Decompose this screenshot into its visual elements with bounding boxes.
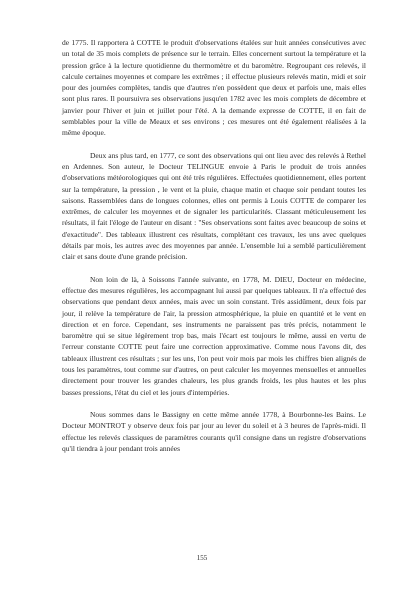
paragraph-4: Nous sommes dans le Bassigny en cette même année 1778, à Bourbonne-les Bains. Le Docteur MONTROT y observe deux fois par jour au lever du soleil et à 3 heures de l'après-midi. Il effectue les relevés classiques de paramètres courants qu'il consigne dans un registre d'observations qu'il tiendra à jour pendant trois années <box>62 409 366 453</box>
paragraph-3: Non loin de là, à Soissons l'année suivante, en 1778, M. DIEU, Docteur en médecine, effectue des mesures régulières, les accompagnant lui aussi par quelques tableaux. Il n'a effectué des observations que pendant deux années, mais avec un soin constant. Très assidûment, deux fois par jour, il relève la température de l'air, la pression atmosphérique, la pluie en quantité et le vent en direction et en force. Cependant, ses instruments ne paraissent pas très précis, notamment le baromètre qui se situe légèrement trop bas, mais l'écart est toujours le même, aussi en vertu de l'erreur constante COTTE peut faire une correction approximative. Comme nous l'avons dit, des tableaux illustrent ces résultats ; sur les uns, l'on peut voir mois par mois les chiffres bien alignés de tous les paramètres, tout comme sur d'autres, on peut calculer les moyennes mensuelles et annuelles directement pour trouver les grandes chaleurs, les plus grands froids, les plus hautes et les plus basses pressions, l'état du ciel et les jours d'intempéries. <box>62 274 366 397</box>
page-number: 155 <box>196 554 208 562</box>
body-text <box>62 37 366 454</box>
paragraph-spacer <box>62 139 366 150</box>
paragraph-1: de 1775. Il rapportera à COTTE le produit d'observations étalées sur huit années consécutives avec un total de 35 mois complets de présence sur le terrain. Elles concernent surtout la température et la pression grâce à la lecture quotidienne du thermomètre et du baromètre. Regroupant ces relevés, il calcule certaines moyennes et compare les extrêmes ; il effectue plusieurs relevés matin, midi et soir pour des journées complètes, tandis que d'autres n'en possèdent que deux et parfois une, mais elles sont plus rares. Il poursuivra ses observations jusqu'en 1782 avec les mois complets de décembre et janvier pour l'hiver et juin et juillet pour l'été. A la demande expresse de COTTE, il en fait de semblables pour la ville de Meaux et ses environs ; ces mesures ont été également réalisées à la même époque. <box>62 38 366 138</box>
paragraph-2: Deux ans plus tard, en 1777, ce sont des observations qui ont lieu avec des relevés à Rethel en Ardennes. Son auteur, le Docteur TELINGUE envoie à Paris le produit de trois années d'observations météorologiques qui ont été très régulières. Effectuées quotidiennement, elles portent sur la température, la pression , le vent et la pluie, chaque matin et chaque soir pendant toutes les saisons. Rassemblées dans de longues colonnes, elles ont permis à Louis COTTE de comparer les extrêmes, de calculer les moyennes et de signaler les particularités. Classant méticuleusement les résultats, il fait l'éloge de l'auteur en disant : "Ses observations sont faites avec beaucoup de soins et d'exactitude". Des tableaux illustrent ces résultats, complétant ces travaux, les uns avec quelques détails par mois, les autres avec des moyennes par année. L'ensemble lui a semblé particulièrement clair et sans doute d'une grande précision. <box>62 150 366 262</box>
paragraph-spacer <box>62 263 366 274</box>
paragraph-spacer <box>62 398 366 409</box>
